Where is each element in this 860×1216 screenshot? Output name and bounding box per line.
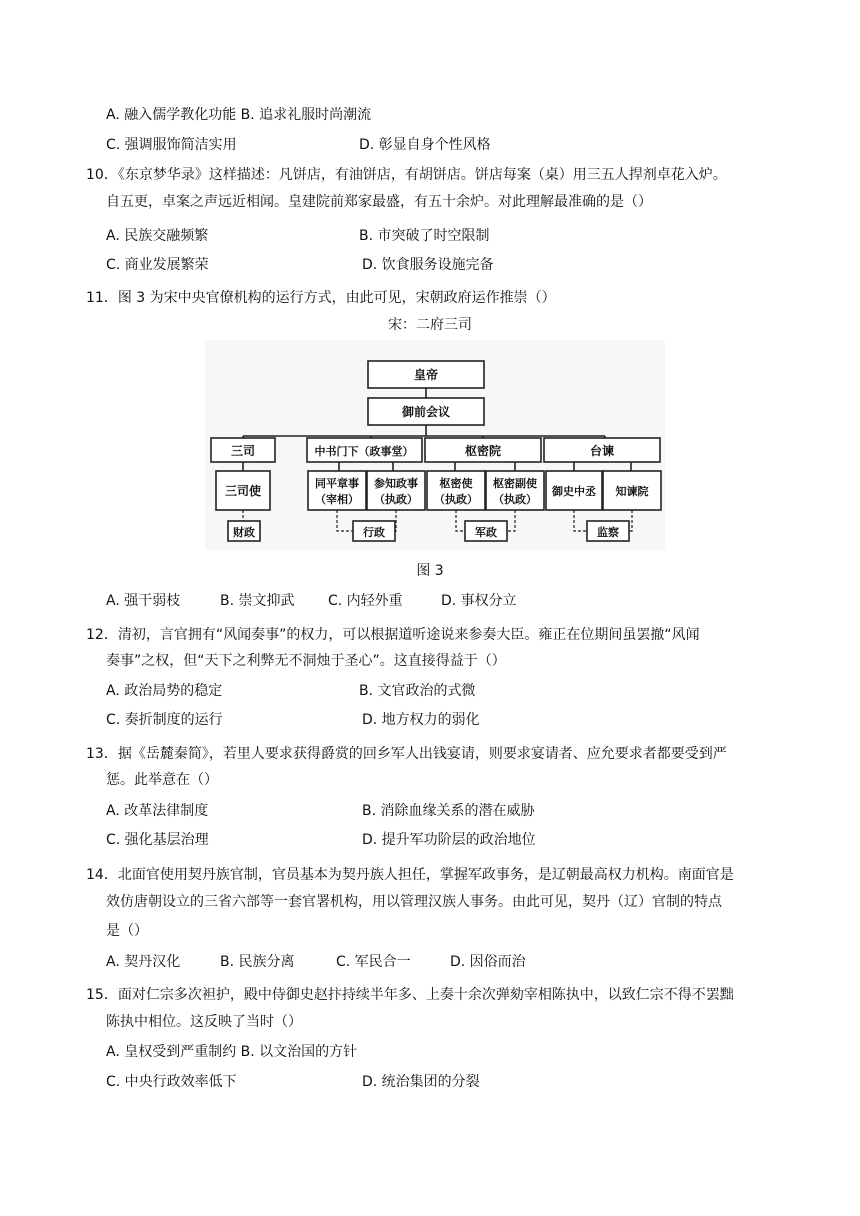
q13-stem-line2: 惩。此举意在（） <box>106 772 218 788</box>
q14-stem-line1: 14．北面官使用契丹族官制，官员基本为契丹族人担任，掌握军政事务，是辽朝最高权力机构。南面官是 <box>86 867 734 883</box>
diagram-emperor: 皇帝 <box>413 368 439 382</box>
q15-option-a: A. 皇权受到严重制约 B. 以文治国的方针 <box>106 1044 358 1060</box>
q15-option-d: D. 统治集团的分裂 <box>362 1074 480 1090</box>
q14-stem-line2: 效仿唐朝设立的三省六部等一套官署机构，用以管理汉族人事务。由此可见，契丹（辽）官制的特点 <box>106 894 722 910</box>
diagram-shumifu-2: （执政） <box>493 493 537 506</box>
q15-stem-line1: 15．面对仁宗多次袒护，殿中侍御史赵抃持续半年多、上奏十余次弹劾宰相陈执中，以致仁宗不得不罢黜 <box>86 987 734 1003</box>
q11-org-diagram <box>205 340 665 550</box>
diagram-caizheng: 财政 <box>233 526 255 539</box>
q10-option-a: A. 民族交融频繁 <box>106 228 209 244</box>
q13-option-b: B. 消除血缘关系的潜在威胁 <box>362 803 535 819</box>
q14-option-b: B. 民族分离 <box>220 954 295 970</box>
q14-option-c: C. 军民合一 <box>336 954 411 970</box>
q14-stem-line3: 是（） <box>106 923 148 939</box>
diagram-sansi-shi: 三司使 <box>224 484 262 498</box>
q11-option-b: B. 崇文抑武 <box>220 593 295 609</box>
diagram-council: 御前会议 <box>401 405 451 419</box>
q11-figure-caption: 图 3 <box>416 563 444 579</box>
diagram-jiancha: 监察 <box>597 526 619 539</box>
q11-stem-line1: 11．图 3 为宋中央官僚机构的运行方式，由此可见，宋朝政府运作推崇（） <box>86 290 556 306</box>
diagram-sansi: 三司 <box>230 444 256 458</box>
q10-option-c: C. 商业发展繁荣 <box>106 257 209 273</box>
diagram-shumishi-2: （执政） <box>434 493 478 506</box>
q15-option-c: C. 中央行政效率低下 <box>106 1074 237 1090</box>
diagram-yushi: 御史中丞 <box>552 485 596 498</box>
q10-stem-line2: 自五更，卓案之声远近相闻。皇建院前郑家最盛，有五十余炉。对此理解最准确的是（） <box>106 194 652 210</box>
q13-option-c: C. 强化基层治理 <box>106 832 209 848</box>
diagram-zhongshu: 中书门下（政事堂） <box>314 445 414 458</box>
q11-option-d: D. 事权分立 <box>441 593 517 609</box>
q15-stem-line2: 陈执中相位。这反映了当时（） <box>106 1014 302 1030</box>
diagram-canzhi-2: （执政） <box>374 493 418 506</box>
diagram-xingzheng: 行政 <box>363 526 385 539</box>
q11-option-a: A. 强干弱枝 <box>106 593 181 609</box>
q12-option-a: A. 政治局势的稳定 <box>106 683 223 699</box>
q12-option-d: D. 地方权力的弱化 <box>362 712 480 728</box>
diagram-shumishi-1: 枢密使 <box>439 477 473 490</box>
q14-option-d: D. 因俗而治 <box>450 954 526 970</box>
q11-option-c: C. 内轻外重 <box>328 593 403 609</box>
diagram-shumifu-1: 枢密副使 <box>493 477 537 490</box>
q13-option-d: D. 提升军功阶层的政治地位 <box>362 832 536 848</box>
q10-option-d: D. 饮食服务设施完备 <box>362 257 494 273</box>
q12-option-c: C. 奏折制度的运行 <box>106 712 223 728</box>
diagram-canzhi-1: 参知政事 <box>374 477 418 490</box>
q12-stem-line2: 奏事”之权，但“天下之利弊无不洞烛于圣心”。这直接得益于（） <box>106 653 506 669</box>
q11-figure-title: 宋：二府三司 <box>388 317 472 333</box>
q13-option-a: A. 改革法律制度 <box>106 803 209 819</box>
q9-option-d: D. 彰显自身个性风格 <box>359 137 491 153</box>
q12-stem-line1: 12．清初，言官拥有“风闻奏事”的权力，可以根据道听途说来参奏大臣。雍正在位期间虽罢撤“风闻 <box>86 627 700 643</box>
diagram-shumi: 枢密院 <box>464 444 502 458</box>
diagram-zhijian: 知谏院 <box>615 485 649 498</box>
diagram-junzheng: 军政 <box>475 526 497 539</box>
q13-stem-line1: 13．据《岳麓秦简》，若里人要求获得爵赏的回乡军人出钱宴请，则要求宴请者、应允要求者都要受到严 <box>86 746 727 762</box>
q9-option-c: C. 强调服饰简洁实用 <box>106 137 237 153</box>
q12-option-b: B. 文官政治的式微 <box>359 683 476 699</box>
q10-stem-line1: 10．《东京梦华录》这样描述：凡饼店，有油饼店，有胡饼店。饼店每案（桌）用三五人捍剂卓花入炉。 <box>86 167 727 183</box>
q9-option-a: A. 融入儒学教化功能 B. 追求礼服时尚潮流 <box>106 107 372 123</box>
q10-option-b: B. 市突破了时空限制 <box>359 228 490 244</box>
diagram-taijian: 台谏 <box>589 444 615 458</box>
diagram-tongping-1: 同平章事 <box>315 477 359 490</box>
q14-option-a: A. 契丹汉化 <box>106 954 181 970</box>
diagram-tongping-2: （宰相） <box>315 493 359 506</box>
